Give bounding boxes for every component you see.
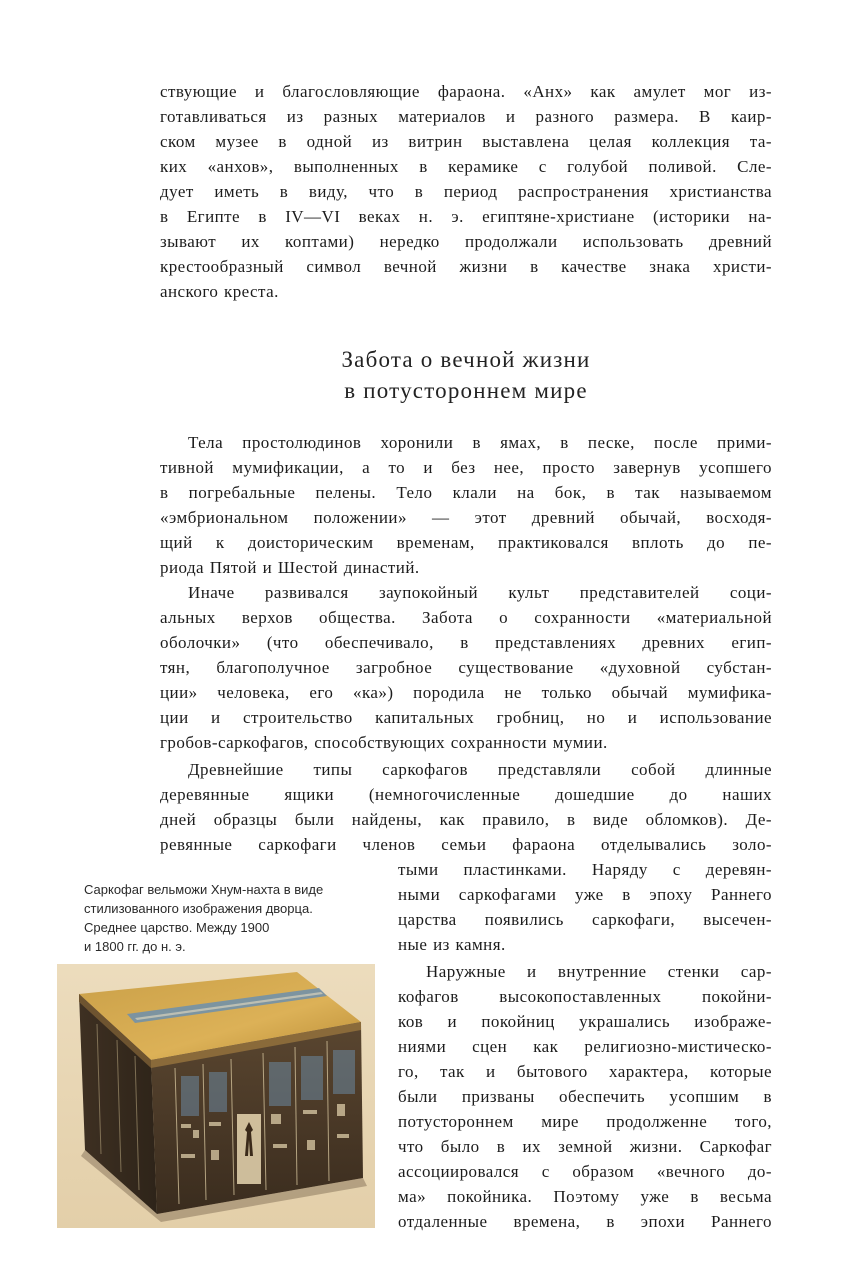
sarcophagus-photo — [57, 964, 375, 1228]
figure-caption — [84, 880, 364, 956]
text-line: анского креста. — [160, 282, 279, 301]
text-line: го, так и бытового характера, которые — [398, 1062, 772, 1081]
text-line: ма» покойника. Поэтому уже в весьма — [398, 1187, 772, 1206]
text-line: крестообразный символ вечной жизни в качестве знака христи- — [160, 257, 772, 276]
text-line: готавливаться из разных материалов и разного размера. В каир- — [160, 107, 772, 126]
text-line: что было в их земной жизни. Саркофаг — [398, 1137, 772, 1156]
caption-line: и 1800 гг. до н. э. — [84, 939, 186, 954]
text-line: деревянные ящики (немногочисленные дошедшие до наших — [160, 785, 772, 804]
text-line: тян, благополучное загробное существование «духовной субстан- — [160, 658, 772, 677]
text-line: Наружные и внутренние стенки сар- — [426, 962, 772, 981]
text-line: ствующие и благословляющие фараона. «Анх» как амулет мог из- — [160, 82, 772, 101]
caption-line: Саркофаг вельможи Хнум-нахта в виде — [84, 882, 324, 897]
text-line: ассоциировался с образом «вечного до- — [398, 1162, 772, 1181]
text-line: ции» человека, его «ка») породила не только обычай мумифика- — [160, 683, 772, 702]
text-line: тивной мумификации, а то и без нее, просто завернув усопшего — [160, 458, 772, 477]
section-heading-line-1: Забота о вечной жизни — [341, 347, 591, 372]
text-line: были призваны обеспечить усопшим в — [398, 1087, 772, 1106]
text-line: ниями сцен как религиозно-мистическо- — [398, 1037, 772, 1056]
text-line: Тела простолюдинов хоронили в ямах, в песке, после прими- — [188, 433, 772, 452]
text-line: зывают их коптами) нередко продолжали использовать древний — [160, 232, 772, 251]
text-line: в погребальные пелены. Тело клали на бок, в так называемом — [160, 483, 772, 502]
text-line: гробов-саркофагов, способствующих сохранности мумии. — [160, 733, 608, 752]
text-line: дней образцы были найдены, как правило, в виде обломков). Де- — [160, 810, 772, 829]
text-line: Иначе развивался заупокойный культ представителей соци- — [188, 583, 772, 602]
text-line: ких «анхов», выполненных в керамике с голубой поливой. Сле- — [160, 157, 772, 176]
text-line: «эмбриональном положении» — этот древний обычай, восходя- — [160, 508, 772, 527]
text-line: риода Пятой и Шестой династий. — [160, 558, 420, 577]
caption-line: Среднее царство. Между 1900 — [84, 920, 270, 935]
text-line: кофагов высокопоставленных покойни- — [398, 987, 772, 1006]
text-line: оболочки» (что обеспечивало, в представлениях древних егип- — [160, 633, 772, 652]
text-line: тыми пластинками. Наряду с деревян- — [398, 860, 772, 879]
sarcophagus-illustration — [57, 964, 375, 1228]
text-line: потустороннем мире продолженне того, — [398, 1112, 772, 1131]
text-line: ревянные саркофаги членов семьи фараона отделывались золо- — [160, 835, 772, 854]
text-line: царства появились саркофаги, высечен- — [398, 910, 772, 929]
text-line: дует иметь в виду, что в период распространения христианства — [160, 182, 772, 201]
text-line: Древнейшие типы саркофагов представляли собой длинные — [188, 760, 772, 779]
text-line: ными саркофагами уже в эпоху Раннего — [398, 885, 772, 904]
text-line: ные из камня. — [398, 935, 506, 954]
section-heading-line-2: в потустороннем мире — [344, 378, 588, 403]
text-line: ском музее в одной из витрин выставлена целая коллекция та- — [160, 132, 772, 151]
text-line: отдаленные времена, в эпохи Раннего — [398, 1212, 772, 1231]
text-line: в Египте в IV—VI веках н. э. египтяне-христиане (историки на- — [160, 207, 772, 226]
text-line: ков и покойниц украшались изображе- — [398, 1012, 772, 1031]
text-line: щий к доисторическим временам, практиковался вплоть до пе- — [160, 533, 772, 552]
caption-line: стилизованного изображения дворца. — [84, 901, 313, 916]
text-line: ции и строительство капитальных гробниц, но и использование — [160, 708, 772, 727]
text-line: альных верхов общества. Забота о сохранности «материальной — [160, 608, 772, 627]
